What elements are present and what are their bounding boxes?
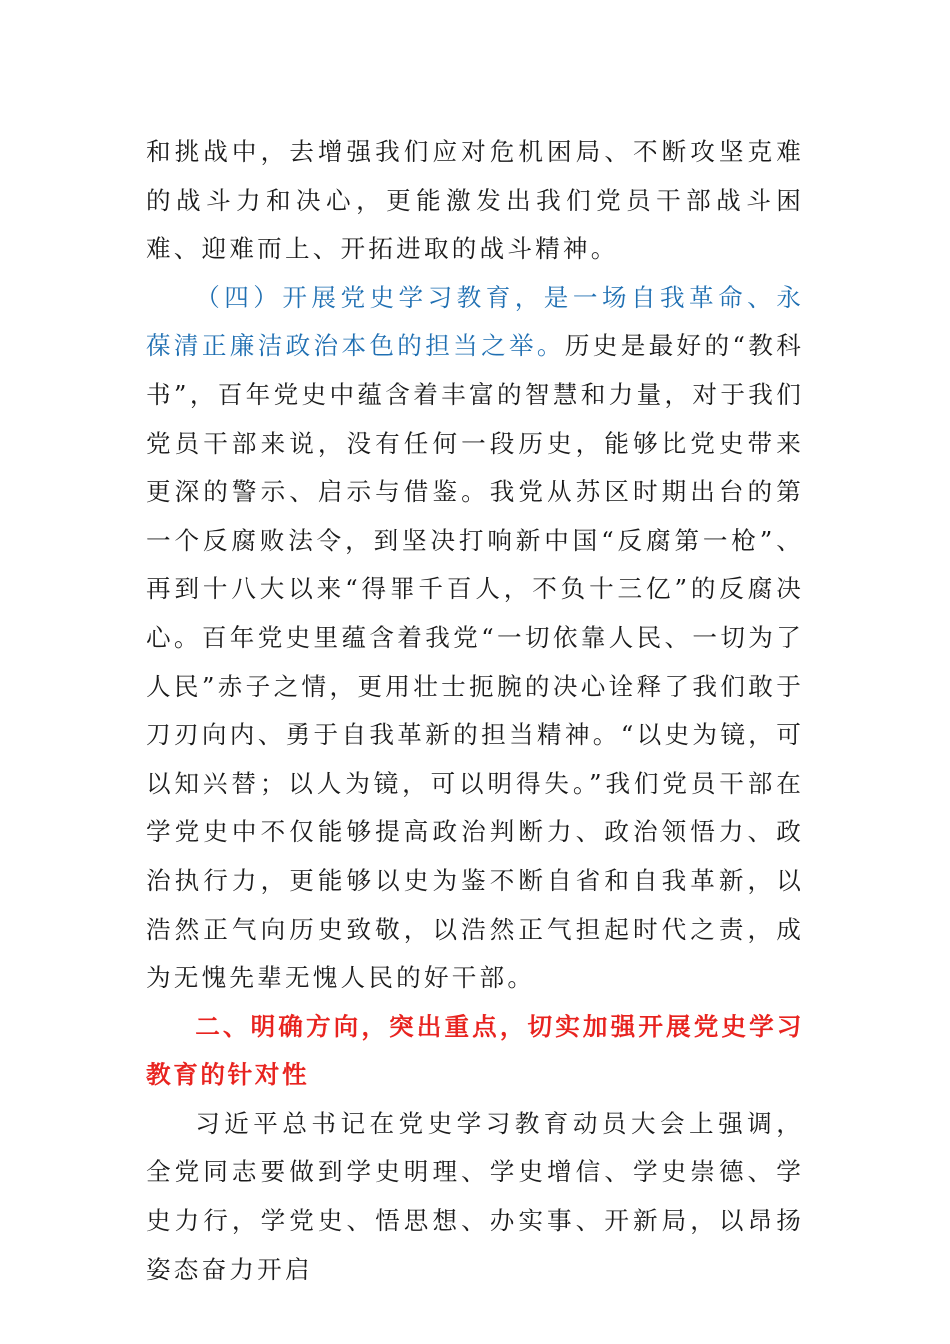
section-heading: 二、明确方向，突出重点，切实加强开展党史学习教育的针对性	[146, 1011, 804, 1090]
document-page	[146, 128, 804, 1294]
subsection-heading: （四）开展党史学习教育，是一场自我革命、永葆清正廉洁政治本色的担当之举。	[146, 282, 804, 361]
paragraph-section-four	[146, 274, 804, 1003]
paragraph-intro: 习近平总书记在党史学习教育动员大会上强调，全党同志要做到学史明理、学史增信、学史崇德、学史力行，学党史、悟思想、办实事、开新局，以昂扬姿态奋力开启	[146, 1108, 804, 1284]
paragraph-body: 历史是最好的“教科书”，百年党史中蕴含着丰富的智慧和力量，对于我们党员干部来说，没有任何一段历史，能够比党史带来更深的警示、启示与借鉴。我党从苏区时期出台的第一个反腐败法令，到坚决打响新中国“反腐第一枪”、再到十八大以来“得罪千百人，不负十三亿”的反腐决心。百年党史里蕴含着我党“一切依靠人民、一切为了人民”赤子之情，更用壮士扼腕的决心诠释了我们敢于刀刃向内、勇于自我革新的担当精神。“以史为镜，可以知兴替；以人为镜，可以明得失。”我们党员干部在学党史中不仅能够提高政治判断力、政治领悟力、政治执行力，更能够以史为鉴不断自省和自我革新，以浩然正气向历史致敬，以浩然正气担起时代之责，成为无愧先辈无愧人民的好干部。	[146, 331, 804, 993]
paragraph-continuation: 和挑战中，去增强我们应对危机困局、不断攻坚克难的战斗力和决心，更能激发出我们党员干部战斗困难、迎难而上、开拓进取的战斗精神。	[146, 137, 804, 264]
